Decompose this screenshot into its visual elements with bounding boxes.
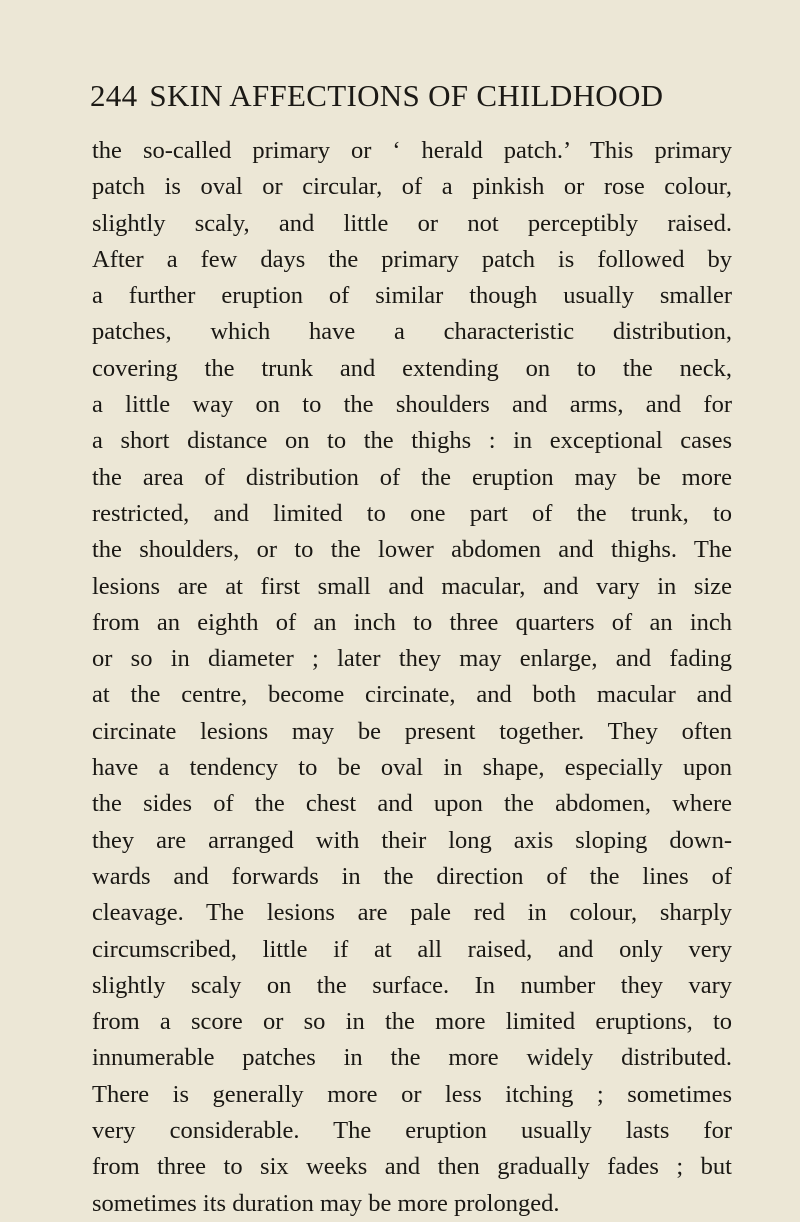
- text-line: a short distance on to the thighs : in exceptional cases: [92, 427, 732, 455]
- running-title: SKIN AFFECTIONS OF CHILDHOOD: [149, 78, 664, 113]
- text-line: cleavage. The lesions are pale red in colour, sharply: [92, 899, 732, 927]
- text-line: circumscribed, little if at all raised, and only very: [92, 935, 732, 963]
- body-text: [92, 133, 732, 1222]
- text-line: a little way on to the shoulders and arms, and for: [92, 391, 732, 419]
- text-line: very considerable. The eruption usually lasts for: [92, 1117, 732, 1145]
- text-line: have a tendency to be oval in shape, especially upon: [92, 754, 732, 782]
- text-line: lesions are at first small and macular, and vary in size: [92, 572, 732, 600]
- text-line: After a few days the primary patch is followed by: [92, 245, 732, 273]
- text-line: wards and forwards in the direction of the lines of: [92, 862, 732, 890]
- page-number: 244: [90, 78, 138, 113]
- text-line: from an eighth of an inch to three quarters of an inch: [92, 608, 732, 636]
- text-line: at the centre, become circinate, and both macular and: [92, 681, 732, 709]
- text-line: patch is oval or circular, of a pinkish or rose colour,: [92, 173, 732, 201]
- text-line: There is generally more or less itching ; sometimes: [92, 1080, 732, 1108]
- text-line: covering the trunk and extending on to the neck,: [92, 354, 732, 382]
- text-line: the area of distribution of the eruption may be more: [92, 463, 732, 491]
- text-line: innumerable patches in the more widely distributed.: [92, 1044, 732, 1072]
- text-line: a further eruption of similar though usually smaller: [92, 282, 732, 310]
- text-line: the shoulders, or to the lower abdomen and thighs. The: [92, 536, 732, 564]
- text-line: from three to six weeks and then gradually fades ; but: [92, 1153, 732, 1181]
- text-line: restricted, and limited to one part of the trunk, to: [92, 499, 732, 527]
- text-line: slightly scaly, and little or not perceptibly raised.: [92, 209, 732, 237]
- text-line: circinate lesions may be present together. They often: [92, 717, 732, 745]
- running-header: [90, 78, 663, 114]
- text-line: the so-called primary or ‘ herald patch.’ This primary: [92, 137, 732, 164]
- text-line: from a score or so in the more limited eruptions, to: [92, 1008, 732, 1036]
- text-line: or so in diameter ; later they may enlarge, and fading: [92, 645, 732, 673]
- text-line: the sides of the chest and upon the abdomen, where: [92, 790, 732, 818]
- text-line: sometimes its duration may be more prolonged.: [92, 1189, 560, 1217]
- text-line: they are arranged with their long axis sloping down-: [92, 826, 732, 854]
- text-line: patches, which have a characteristic distribution,: [92, 318, 732, 346]
- text-line: slightly scaly on the surface. In number they vary: [92, 971, 732, 999]
